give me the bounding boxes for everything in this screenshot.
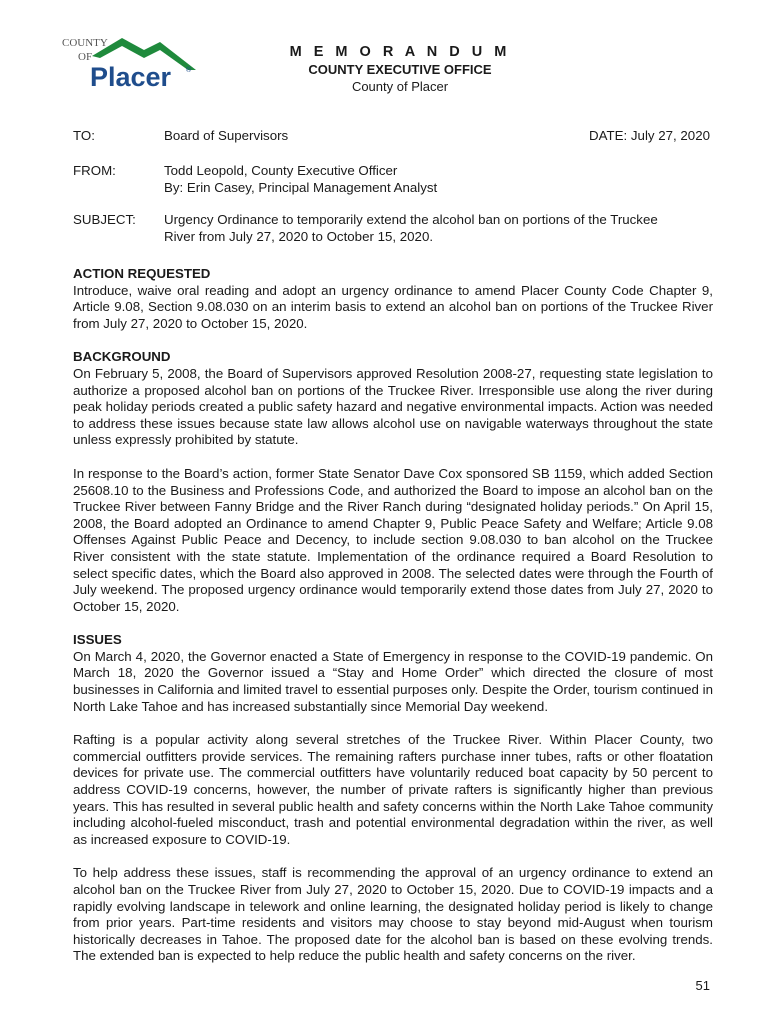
from-line-1: Todd Leopold, County Executive Officer: [164, 163, 398, 178]
date-field: DATE: July 27, 2020: [589, 128, 710, 143]
memo-county: County of Placer: [351, 79, 449, 94]
memo-office: COUNTY EXECUTIVE OFFICE: [308, 62, 492, 77]
logo-of-text: OF: [78, 51, 93, 63]
background-paragraph-2: In response to the Board’s action, former State Senator Dave Cox sponsored SB 1159, which added Section 25608.10 to the Business and Professions Code, and authorized the Board to impose an alcohol ban on the Truckee River between Fanny Bridge and the River Ranch during “designated holiday periods.” On April 15, 2008, the Board adopted an Ordinance to amend Chapter 9, Public Peace Safety and Welfare; Article 9.08 Offenses Against Public Peace and Decency, to include section 9.08.030 to ban alcohol on the Truckee River consistent with the state statute. Implementation of the ordinance required a Board Resolution to select specific dates, which the Board also approved in 2008. The selected dates were through the Fourth of July weekend. The proposed urgency ordinance would temporarily extend those dates from July 27, 2020 to October 15, 2020.: [73, 465, 713, 614]
memo-title: M E M O R A N D U M: [289, 44, 511, 60]
from-line-2: By: Erin Casey, Principal Management Analyst: [164, 180, 438, 195]
memo-body: [73, 266, 713, 965]
issues-paragraph-1: On March 4, 2020, the Governor enacted a State of Emergency in response to the COVID-19 pandemic. On March 18, 2020 the Governor issued a “Stay and Home Order” which directed the closure of most businesses in California and limited travel to essential purposes only. Despite the Order, tourism continued in North Lake Tahoe and has increased substantially since Memorial Day weekend.: [73, 648, 713, 714]
logo-placer-text: Placer: [90, 62, 172, 92]
subject-label: SUBJECT:: [73, 212, 136, 227]
issues-heading: ISSUES: [73, 632, 122, 648]
logo-county-text: COUNTY: [62, 37, 108, 49]
memo-heading: [250, 43, 550, 96]
background-paragraph-1: On February 5, 2008, the Board of Supervisors approved Resolution 2008-27, requesting state legislation to authorize a proposed alcohol ban on portions of the Truckee River. Irresponsible use along the river during peak holiday periods created a public safety hazard and negative environmental impacts. Action was needed to address these issues because state law allows alcohol use on navigable waterways throughout the state unless expressly prohibited by statute.: [73, 365, 713, 448]
to-label: TO:: [73, 128, 95, 143]
issues-paragraph-3: To help address these issues, staff is recommending the approval of an urgency ordinance to extend an alcohol ban on the Truckee River from July 27, 2020 to October 15, 2020. Due to COVID-19 impacts and a rapidly evolving landscape in telework and online learning, the designated holiday period is likely to change from prior years. Part-time residents and visitors may choose to stay beyond mid-August when tourism historically decreases in Tahoe. The proposed date for the alcohol ban is based on these evolving trends. The extended ban is expected to help reduce the public health and safety concerns on the river.: [73, 865, 713, 964]
issues-paragraph-2: Rafting is a popular activity along several stretches of the Truckee River. Within Placer County, two commercial outfitters provide services. The remaining rafters purchase inner tubes, rafts or other floatation devices for private use. The commercial outfitters have voluntarily reduced boat capacity by 50 percent to address COVID-19 concerns, however, the number of private rafters is significantly higher than previous years. This has resulted in several public health and safety concerns within the North Lake Tahoe community including alcohol-fueled misconduct, trash and potential environmental degradation within the river, as well as increased exposure to COVID-19.: [73, 732, 713, 847]
logo-registered-mark: ®: [186, 67, 192, 74]
to-value: Board of Supervisors: [164, 128, 289, 143]
subject-line-1: Urgency Ordinance to temporarily extend the alcohol ban on portions of the Truckee: [164, 212, 658, 227]
action-requested-text: Introduce, waive oral reading and adopt an urgency ordinance to amend Placer County Code Chapter 9, Article 9.08, Section 9.08.030 on an interim basis to extend an alcohol ban on portions of the Truckee River from July 27, 2020 to October 15, 2020.: [73, 282, 713, 331]
action-requested-heading: ACTION REQUESTED: [73, 266, 211, 281]
from-label: FROM:: [73, 163, 116, 178]
county-of-placer-logo: [60, 30, 200, 92]
subject-line-2: River from July 27, 2020 to October 15, 2020.: [164, 229, 434, 244]
background-heading: BACKGROUND: [73, 349, 171, 365]
page-number: 51: [695, 978, 710, 993]
